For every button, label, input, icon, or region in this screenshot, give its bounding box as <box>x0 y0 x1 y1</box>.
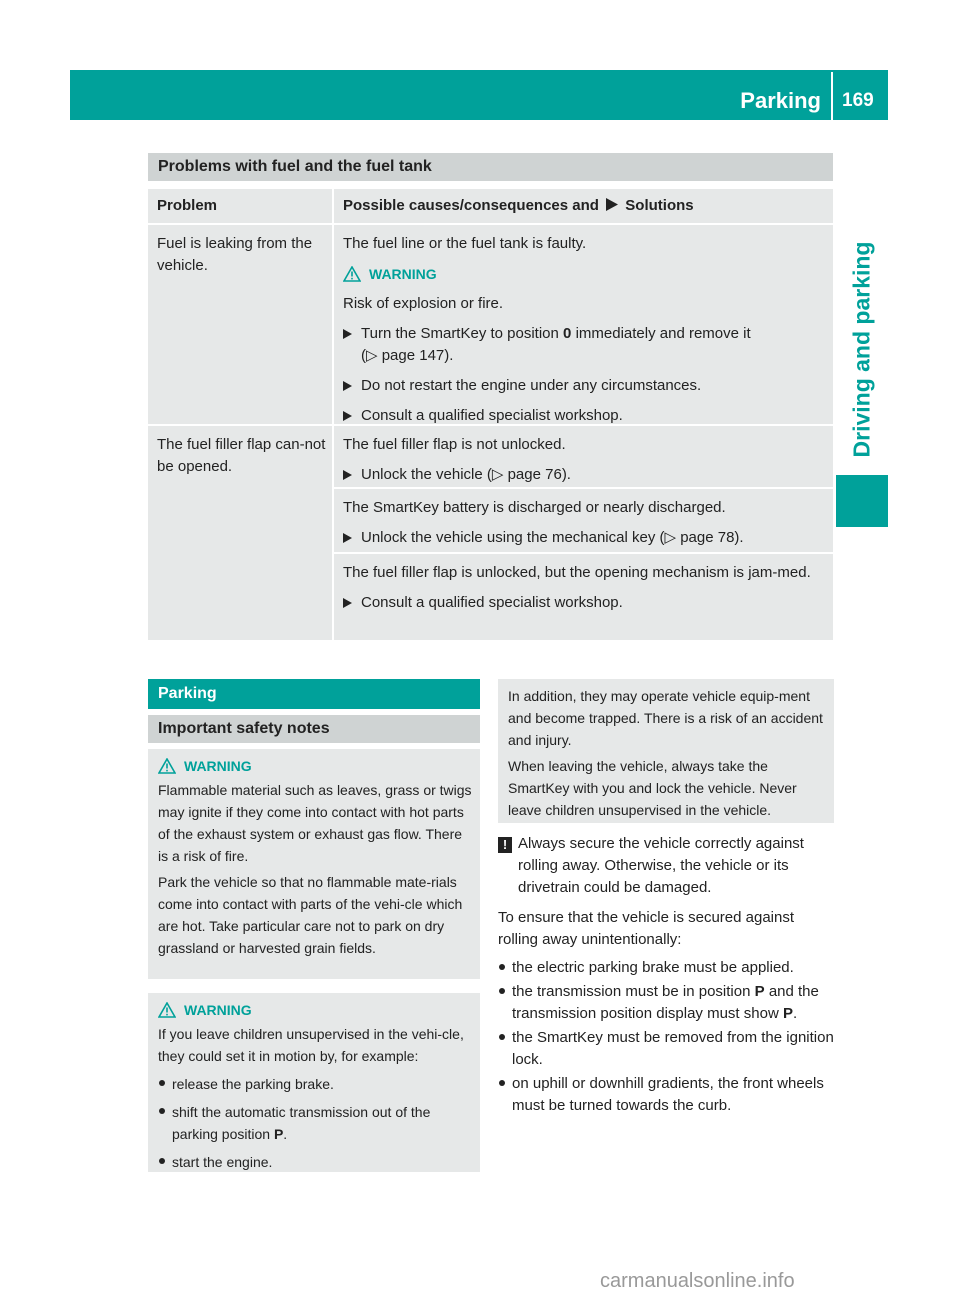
list-item: shift the automatic transmission out of the parking position P. <box>158 1101 472 1145</box>
list-item: on uphill or downhill gradients, the front wheels must be turned towards the curb. <box>498 1073 834 1117</box>
table-cell-solution: The fuel filler flap is unlocked, but the opening mechanism is jam-med. Consult a qualified specialist workshop. <box>334 554 833 640</box>
list-item: start the engine. <box>158 1151 472 1173</box>
warning-icon <box>158 758 176 774</box>
warning-label: WARNING <box>158 755 472 777</box>
header-title: Parking <box>740 88 821 113</box>
warning-icon <box>158 1002 176 1018</box>
table-cell-solution: The SmartKey battery is discharged or nearly discharged. Unlock the vehicle using the mechanical key (▷ page 78). <box>334 489 833 552</box>
list-item: Turn the SmartKey to position 0 immediately and remove it (▷ page 147). <box>343 323 825 367</box>
subsection-title: Important safety notes <box>148 715 480 743</box>
list-item: Unlock the vehicle using the mechanical key (▷ page 78). <box>343 527 825 549</box>
table-cell-solution: The fuel line or the fuel tank is faulty. WARNING Risk of explosion or fire. Turn the SmartKey to position 0 immediately and remove it (▷ page 147). Do not restart the engine under any circumstances. Consult a qualified specialist workshop. <box>334 225 833 424</box>
list-item: release the parking brake. <box>158 1073 472 1095</box>
list-item: Consult a qualified specialist workshop. <box>343 592 825 614</box>
warning-label: WARNING <box>343 263 825 285</box>
table-title: Problems with fuel and the fuel tank <box>148 153 833 181</box>
list-item: Unlock the vehicle (▷ page 76). <box>343 464 825 486</box>
table-cell-problem: The fuel filler flap can-not be opened. <box>148 426 332 640</box>
warning-box: WARNING If you leave children unsupervised in the vehi-cle, they could set it in motion by, for example: release the parking brake. shift the automatic transmission out of the parking position P. start the engine. <box>148 993 480 1172</box>
watermark: carmanualsonline.info <box>600 1270 795 1292</box>
list-item: Consult a qualified specialist workshop. <box>343 405 825 427</box>
notice-icon: ! <box>498 837 512 853</box>
list-item: the electric parking brake must be applied. <box>498 957 834 979</box>
list-item: the SmartKey must be removed from the ignition lock. <box>498 1027 834 1071</box>
warning-box-continued: In addition, they may operate vehicle equip-ment and become trapped. There is a risk of an accident and injury. When leaving the vehicle, always take the SmartKey with you and lock the vehicle. Never leave children unsupervised in the vehicle. <box>498 679 834 823</box>
arrow-icon <box>606 198 618 211</box>
header-divider <box>831 72 833 120</box>
warning-label: WARNING <box>158 999 472 1021</box>
warning-box: WARNING Flammable material such as leaves, grass or twigs may ignite if they come into contact with hot parts of the exhaust system or exhaust gas flow. There is a risk of fire. Park the vehicle so that no flammable mate-rials come into contact with parts of the vehi-cle which are hot. Take particular care not to park on dry grassland or harvested grain fields. <box>148 749 480 979</box>
list-item: the transmission must be in position P and the transmission position display must show P. <box>498 981 834 1025</box>
column-header-solutions: Possible causes/consequences and Solutions <box>334 189 833 223</box>
chapter-marker <box>836 475 888 527</box>
column-header-problem: Problem <box>148 189 332 223</box>
list-item: Do not restart the engine under any circumstances. <box>343 375 825 397</box>
warning-icon <box>343 266 361 282</box>
parking-instructions: ! Always secure the vehicle correctly against rolling away. Otherwise, the vehicle or its drivetrain could be damaged. To ensure that the vehicle is secured against rolling away unintentionally: the electric parking brake must be applied. the transmission must be in position P and the transmission position display must show P. the SmartKey must be removed from the ignition lock. on uphill or downhill gradients, the front wheels must be turned towards the curb. <box>498 833 834 1119</box>
table-cell-problem: Fuel is leaking from the vehicle. <box>148 225 332 424</box>
chapter-tab-label: Driving and parking <box>848 241 875 457</box>
table-cell-solution: The fuel filler flap is not unlocked. Unlock the vehicle (▷ page 76). <box>334 426 833 487</box>
section-title: Parking <box>148 679 480 709</box>
chapter-tab <box>836 240 888 458</box>
notice: ! Always secure the vehicle correctly against rolling away. Otherwise, the vehicle or its drivetrain could be damaged. <box>498 833 834 899</box>
page-number: 169 <box>842 90 874 111</box>
